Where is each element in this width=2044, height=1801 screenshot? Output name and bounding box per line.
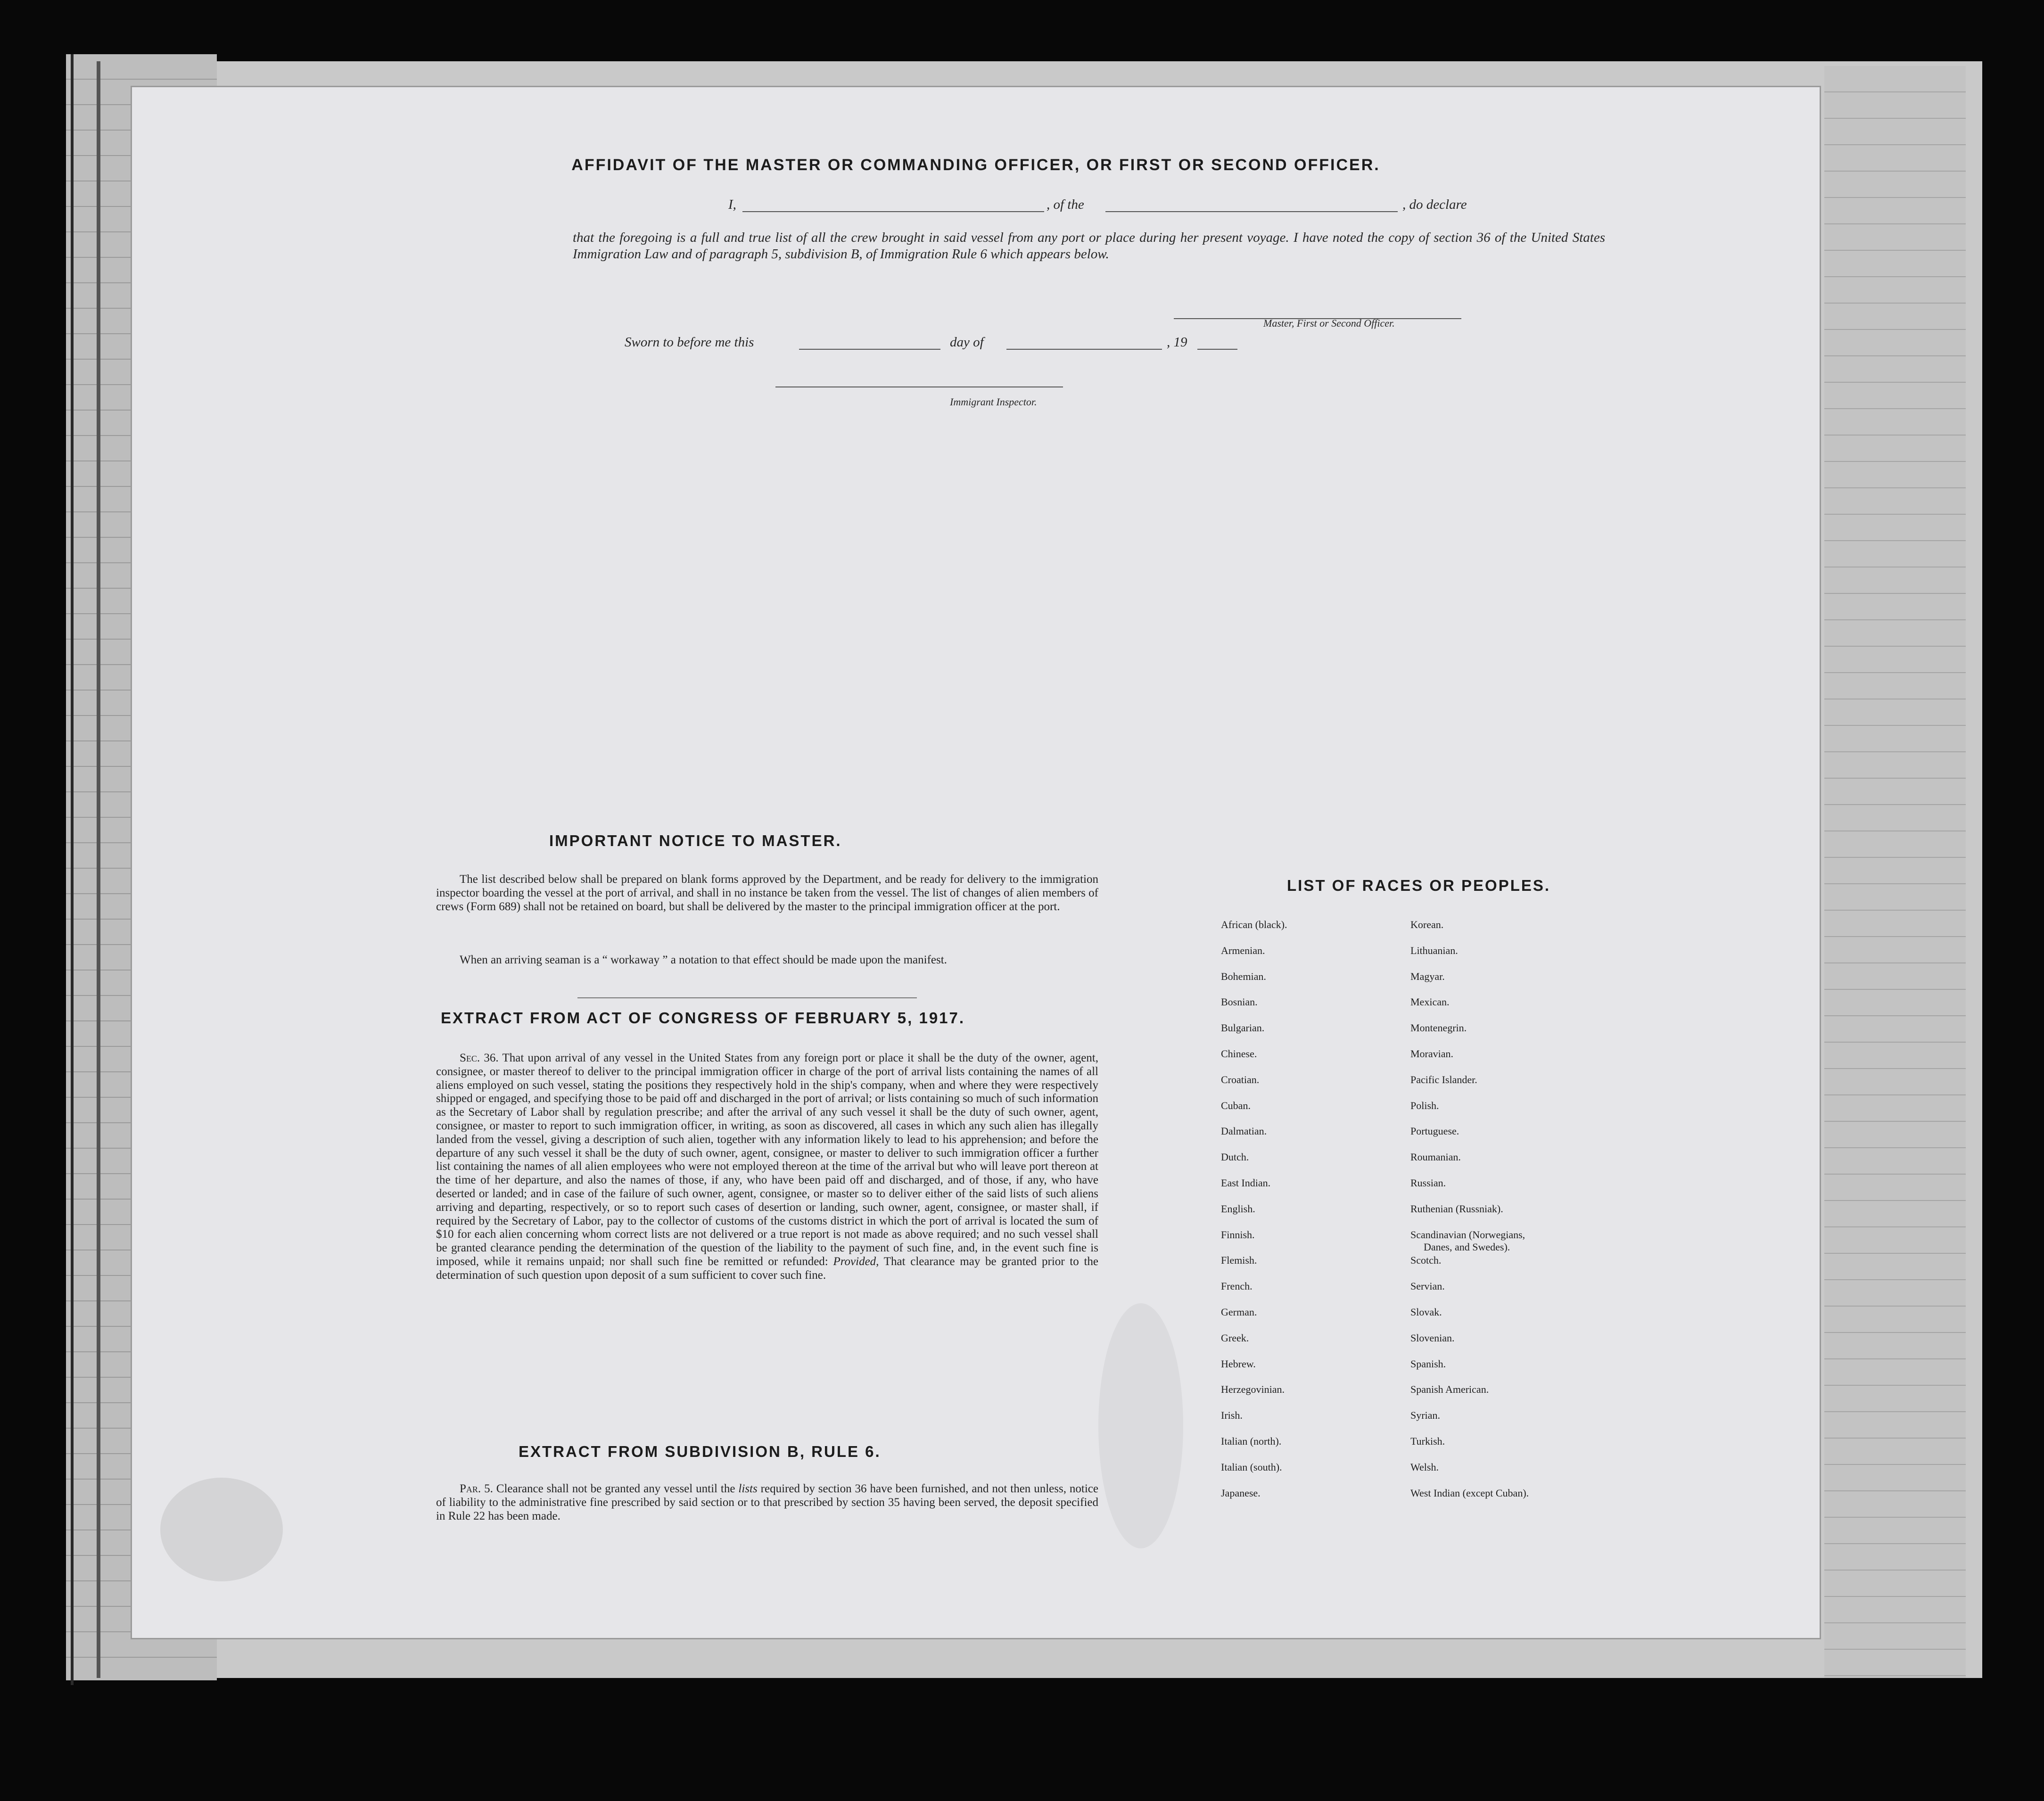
vessel-name-blank[interactable] xyxy=(1105,197,1398,212)
provided-label: Provided, xyxy=(833,1255,879,1268)
extract-rule-title: EXTRACT FROM SUBDIVISION B, RULE 6. xyxy=(519,1443,881,1460)
section-label: Sec. 36. xyxy=(460,1052,499,1064)
notice-paragraph-1: The list described below shall be prepared on blank forms approved by the Department, and be ready for delivery to the immigration inspector boarding the vessel at the port of arrival, and shall in no instance be taken from the vessel. The list of changes of alien members of crews (Form 689) shall not be retained on board, but shall be delivered by the master to the principal immigration officer at the port. xyxy=(436,873,1098,913)
section-36-text: That upon arrival of any vessel in the United States from any foreign port or place it shall be the duty of the owner, agent, consignee, or master thereof to deliver to the principal immigration officer in charge of the port of arrival lists containing the names of all aliens employed on such vessel, stating the positions they respectively hold in the ship's company, when and where they were respectively shipped or engaged, and specifying those to be paid off and discharged in the port of arrival; or lists containing so much of such information as the Secretary of Labor shall by regulation prescribe; and after the arrival of any such vessel it shall be the duty of such owner, agent, consignee, or master to report to such immigration officer, in writing, as soon as discovered, all cases in which any such alien has illegally landed from the vessel, giving a description of such alien, together with any information likely to lead to his apprehension; and before the departure of any such vessel it shall be the duty of such owner, agent, consignee, or master to deliver to such immigration officer a further list containing the names of all alien employees who were not employed thereon at the time of the arrival but who will leave port thereon at the time of her departure, and also the names of those, if any, who have been paid off and discharged, and of those, if any, who have deserted or landed; and in case of the failure of such owner, agent, consignee, or master so to deliver either of the said lists of such aliens arriving and departing, respectively, or so to report such cases of desertion or landing, such owner, agent, consignee, or master shall, if required by the Secretary of Labor, pay to the collector of customs of the customs district in which the port of arrival is located the sum of $10 for each alien concerning whom correct lists are not delivered or a true report is not made as above required; and no such vessel shall be granted clearance pending the determination of the question of the liability to the payment of such fine, and, in the event such fine is imposed, while it remains unpaid; nor shall such fine be remitted or refunded: xyxy=(436,1052,1098,1268)
rule-text-end: required by section 36 have been furnished, and not then unless, notice of liability to the administrative fine prescribed by said section or to that prescribed by section 35 having been served, the deposit specified in Rule 22 has been made. xyxy=(436,1482,1098,1522)
race-item: Slovak. xyxy=(1410,1306,1442,1318)
paper-stain xyxy=(160,1478,283,1581)
race-item: Hebrew. xyxy=(1221,1357,1256,1370)
rule-text-start: Clearance shall not be granted any vessel until the xyxy=(496,1482,735,1495)
extract-rule-text xyxy=(436,1482,1098,1523)
right-ledger-edge xyxy=(1824,66,1966,1678)
extract-act-text xyxy=(436,1052,1098,1283)
race-item: Scandinavian (Norwegians, xyxy=(1410,1228,1525,1241)
race-item: African (black). xyxy=(1221,919,1287,930)
race-item: Spanish. xyxy=(1410,1357,1446,1370)
lists-word: lists xyxy=(738,1482,758,1495)
race-item: Korean. xyxy=(1410,919,1444,930)
notice-divider xyxy=(577,997,917,998)
race-item: Croatian. xyxy=(1221,1073,1260,1086)
race-item: Bulgarian. xyxy=(1221,1022,1265,1034)
day-of-label: day of xyxy=(950,335,984,350)
race-item: Irish. xyxy=(1221,1409,1243,1422)
race-item: Chinese. xyxy=(1221,1048,1257,1060)
race-item: Scotch. xyxy=(1410,1254,1442,1266)
race-item: Japanese. xyxy=(1221,1487,1261,1499)
race-item: Italian (north). xyxy=(1221,1435,1282,1447)
race-item: Moravian. xyxy=(1410,1048,1454,1060)
race-item: Ruthenian (Russniak). xyxy=(1410,1202,1503,1215)
master-signature-caption: Master, First or Second Officer. xyxy=(1263,317,1395,329)
race-item: French. xyxy=(1221,1280,1253,1292)
race-item: Armenian. xyxy=(1221,944,1265,956)
race-item: Finnish. xyxy=(1221,1228,1255,1241)
of-the-label: , of the xyxy=(1047,197,1084,212)
race-item: Russian. xyxy=(1410,1177,1446,1189)
race-item: Roumanian. xyxy=(1410,1151,1461,1163)
race-item: Greek. xyxy=(1221,1332,1249,1344)
i-label: I, xyxy=(728,197,736,212)
race-item: Servian. xyxy=(1410,1280,1445,1292)
race-item: Slovenian. xyxy=(1410,1332,1455,1344)
race-item: Italian (south). xyxy=(1221,1461,1282,1473)
race-item: English. xyxy=(1221,1202,1255,1215)
race-item: Cuban. xyxy=(1221,1099,1251,1111)
race-item: Spanish American. xyxy=(1410,1383,1489,1396)
sworn-month-blank[interactable] xyxy=(1006,335,1162,350)
sworn-day-blank[interactable] xyxy=(799,335,940,350)
binding-edge-outer xyxy=(71,54,74,1685)
race-item: Mexican. xyxy=(1410,996,1450,1008)
race-item: Pacific Islander. xyxy=(1410,1073,1477,1086)
affidavit-title: AFFIDAVIT OF THE MASTER OR COMMANDING OFFICER, OR FIRST OR SECOND OFFICER. xyxy=(571,156,1380,174)
notice-title: IMPORTANT NOTICE TO MASTER. xyxy=(549,832,842,849)
race-item: Welsh. xyxy=(1410,1461,1439,1473)
do-declare-label: , do declare xyxy=(1402,197,1467,212)
race-item: Bosnian. xyxy=(1221,996,1258,1008)
race-item: Polish. xyxy=(1410,1099,1439,1111)
race-item: Montenegrin. xyxy=(1410,1022,1467,1034)
race-item: Bohemian. xyxy=(1221,970,1266,982)
race-item: Herzegovinian. xyxy=(1221,1383,1285,1396)
race-item: Danes, and Swedes). xyxy=(1424,1241,1510,1253)
race-item: Flemish. xyxy=(1221,1254,1257,1266)
sworn-year-blank[interactable] xyxy=(1197,335,1237,350)
race-item: East Indian. xyxy=(1221,1177,1271,1189)
extract-act-title: EXTRACT FROM ACT OF CONGRESS OF FEBRUARY 5, 1917. xyxy=(441,1009,965,1027)
race-item: Magyar. xyxy=(1410,970,1445,982)
race-item: Dalmatian. xyxy=(1221,1125,1267,1137)
year-label: , 19 xyxy=(1167,335,1187,350)
race-item: Dutch. xyxy=(1221,1151,1249,1163)
notice-paragraph-2: When an arriving seaman is a “ workaway ” a notation to that effect should be made upon the manifest. xyxy=(460,954,947,966)
paragraph-label: Par. 5. xyxy=(460,1482,493,1495)
race-item: German. xyxy=(1221,1306,1257,1318)
master-name-blank[interactable] xyxy=(742,197,1044,212)
section-36-text-end: That clearance may be granted prior to the determination of such question upon deposit of a sum sufficient to cover such fine. xyxy=(436,1255,1098,1282)
race-item: Lithuanian. xyxy=(1410,944,1458,956)
race-item: Turkish. xyxy=(1410,1435,1445,1447)
inspector-caption: Immigrant Inspector. xyxy=(950,396,1037,408)
sworn-label: Sworn to before me this xyxy=(625,335,754,350)
race-item: Portuguese. xyxy=(1410,1125,1459,1137)
race-item: Syrian. xyxy=(1410,1409,1440,1422)
affidavit-body: that the foregoing is a full and true list of all the crew brought in said vessel from any port or place during her present voyage. I have noted the copy of section 36 of the United States Immigration Law and of paragraph 5, subdivision B, of Immigration Rule 6 which appears below. xyxy=(573,230,1605,262)
inspector-signature-blank[interactable] xyxy=(775,372,1063,387)
affidavit-form-page xyxy=(132,87,1820,1638)
races-title: LIST OF RACES OR PEOPLES. xyxy=(1287,877,1551,894)
race-item: West Indian (except Cuban). xyxy=(1410,1487,1529,1499)
binding-edge xyxy=(97,61,100,1678)
paper-stain xyxy=(1098,1303,1183,1548)
